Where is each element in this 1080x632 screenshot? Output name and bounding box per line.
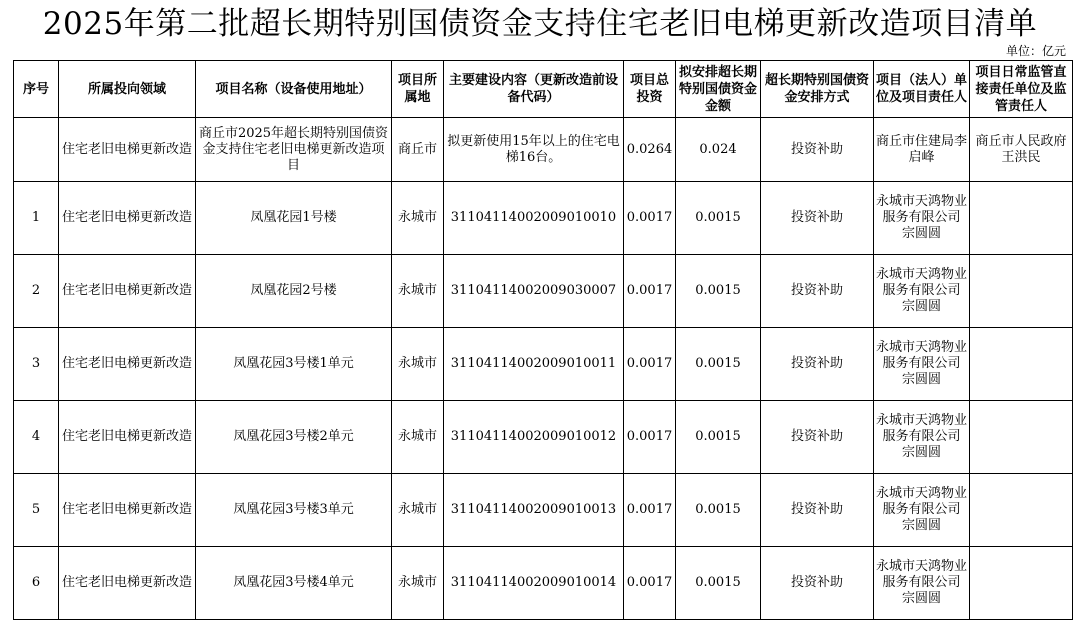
cell-content: 31104114002009010014 (444, 547, 624, 620)
cell-name: 凤凰花园3号楼4单元 (196, 547, 392, 620)
table-row (14, 547, 1073, 620)
project-table (13, 60, 1073, 620)
owner-company: 永城市天鸿物业服务有限公司 (876, 559, 968, 590)
cell-supervisor (970, 255, 1073, 328)
header-field: 所属投向领域 (59, 61, 196, 118)
cell-content: 31104114002009010010 (444, 182, 624, 255)
table-row (14, 182, 1073, 255)
cell-total: 0.0264 (624, 118, 676, 182)
header-row (14, 61, 1073, 118)
cell-field: 住宅老旧电梯更新改造 (59, 118, 196, 182)
cell-total: 0.0017 (624, 401, 676, 474)
cell-total: 0.0017 (624, 474, 676, 547)
cell-seq: 5 (14, 474, 59, 547)
summary-row (14, 118, 1073, 182)
cell-name: 商丘市2025年超长期特别国债资金支持住宅老旧电梯更新改造项目 (196, 118, 392, 182)
cell-field: 住宅老旧电梯更新改造 (59, 328, 196, 401)
unit-label: 单位：亿元 (1005, 44, 1066, 58)
owner-company: 永城市天鸿物业服务有限公司 (876, 267, 968, 298)
cell-total: 0.0017 (624, 182, 676, 255)
cell-method: 投资补助 (761, 328, 874, 401)
owner-person: 宗圆圆 (901, 226, 941, 241)
cell-owner (874, 401, 970, 474)
cell-supervisor (970, 401, 1073, 474)
header-owner: 项目（法人）单位及项目责任人 (874, 61, 970, 118)
owner-company: 永城市天鸿物业服务有限公司 (876, 194, 968, 225)
cell-field: 住宅老旧电梯更新改造 (59, 474, 196, 547)
cell-total: 0.0017 (624, 547, 676, 620)
cell-method: 投资补助 (761, 255, 874, 328)
cell-total: 0.0017 (624, 255, 676, 328)
cell-content: 拟更新使用15年以上的住宅电梯16台。 (444, 118, 624, 182)
cell-owner: 商丘市住建局李启峰 (874, 118, 970, 182)
cell-name: 凤凰花园3号楼3单元 (196, 474, 392, 547)
cell-total: 0.0017 (624, 328, 676, 401)
owner-person: 宗圆圆 (901, 299, 941, 314)
cell-name: 凤凰花园3号楼1单元 (196, 328, 392, 401)
cell-method: 投资补助 (761, 547, 874, 620)
cell-field: 住宅老旧电梯更新改造 (59, 182, 196, 255)
cell-seq: 2 (14, 255, 59, 328)
cell-location: 永城市 (392, 474, 444, 547)
cell-content: 31104114002009030007 (444, 255, 624, 328)
cell-method: 投资补助 (761, 118, 874, 182)
header-amount: 拟安排超长期特别国债资金金额 (676, 61, 761, 118)
cell-location: 永城市 (392, 328, 444, 401)
cell-field: 住宅老旧电梯更新改造 (59, 255, 196, 328)
cell-supervisor (970, 328, 1073, 401)
header-location: 项目所属地 (392, 61, 444, 118)
cell-owner (874, 328, 970, 401)
header-supervisor: 项目日常监管直接责任单位及监管责任人 (970, 61, 1073, 118)
cell-seq: 4 (14, 401, 59, 474)
cell-owner (874, 547, 970, 620)
header-name: 项目名称（设备使用地址） (196, 61, 392, 118)
header-method: 超长期特别国债资金安排方式 (761, 61, 874, 118)
cell-field: 住宅老旧电梯更新改造 (59, 401, 196, 474)
cell-location: 商丘市 (392, 118, 444, 182)
cell-seq: 1 (14, 182, 59, 255)
cell-location: 永城市 (392, 182, 444, 255)
cell-supervisor (970, 474, 1073, 547)
cell-location: 永城市 (392, 401, 444, 474)
owner-person: 宗圆圆 (901, 518, 941, 533)
owner-company: 永城市天鸿物业服务有限公司 (876, 340, 968, 371)
table-row (14, 474, 1073, 547)
header-seq: 序号 (14, 61, 59, 118)
cell-content: 31104114002009010011 (444, 328, 624, 401)
cell-location: 永城市 (392, 547, 444, 620)
cell-supervisor: 商丘市人民政府王洪民 (970, 118, 1073, 182)
table-row (14, 401, 1073, 474)
cell-supervisor (970, 547, 1073, 620)
cell-method: 投资补助 (761, 182, 874, 255)
owner-company: 永城市天鸿物业服务有限公司 (876, 413, 968, 444)
cell-content: 31104114002009010012 (444, 401, 624, 474)
cell-field: 住宅老旧电梯更新改造 (59, 547, 196, 620)
cell-seq: 6 (14, 547, 59, 620)
owner-company: 永城市天鸿物业服务有限公司 (876, 486, 968, 517)
cell-method: 投资补助 (761, 401, 874, 474)
cell-method: 投资补助 (761, 474, 874, 547)
cell-content: 31104114002009010013 (444, 474, 624, 547)
cell-amount: 0.024 (676, 118, 761, 182)
cell-amount: 0.0015 (676, 182, 761, 255)
cell-seq: 3 (14, 328, 59, 401)
owner-person: 宗圆圆 (901, 372, 941, 387)
cell-amount: 0.0015 (676, 474, 761, 547)
cell-name: 凤凰花园1号楼 (196, 182, 392, 255)
cell-owner (874, 474, 970, 547)
header-total: 项目总投资 (624, 61, 676, 118)
header-content: 主要建设内容（更新改造前设备代码） (444, 61, 624, 118)
cell-amount: 0.0015 (676, 547, 761, 620)
owner-person: 宗圆圆 (901, 591, 941, 606)
cell-amount: 0.0015 (676, 328, 761, 401)
table-row (14, 328, 1073, 401)
owner-person: 宗圆圆 (901, 445, 941, 460)
cell-owner (874, 182, 970, 255)
page-title: 2025年第二批超长期特别国债资金支持住宅老旧电梯更新改造项目清单 (42, 6, 1038, 42)
cell-name: 凤凰花园3号楼2单元 (196, 401, 392, 474)
cell-amount: 0.0015 (676, 401, 761, 474)
cell-name: 凤凰花园2号楼 (196, 255, 392, 328)
cell-location: 永城市 (392, 255, 444, 328)
cell-supervisor (970, 182, 1073, 255)
cell-amount: 0.0015 (676, 255, 761, 328)
table-row (14, 255, 1073, 328)
cell-seq (14, 118, 59, 182)
cell-owner (874, 255, 970, 328)
